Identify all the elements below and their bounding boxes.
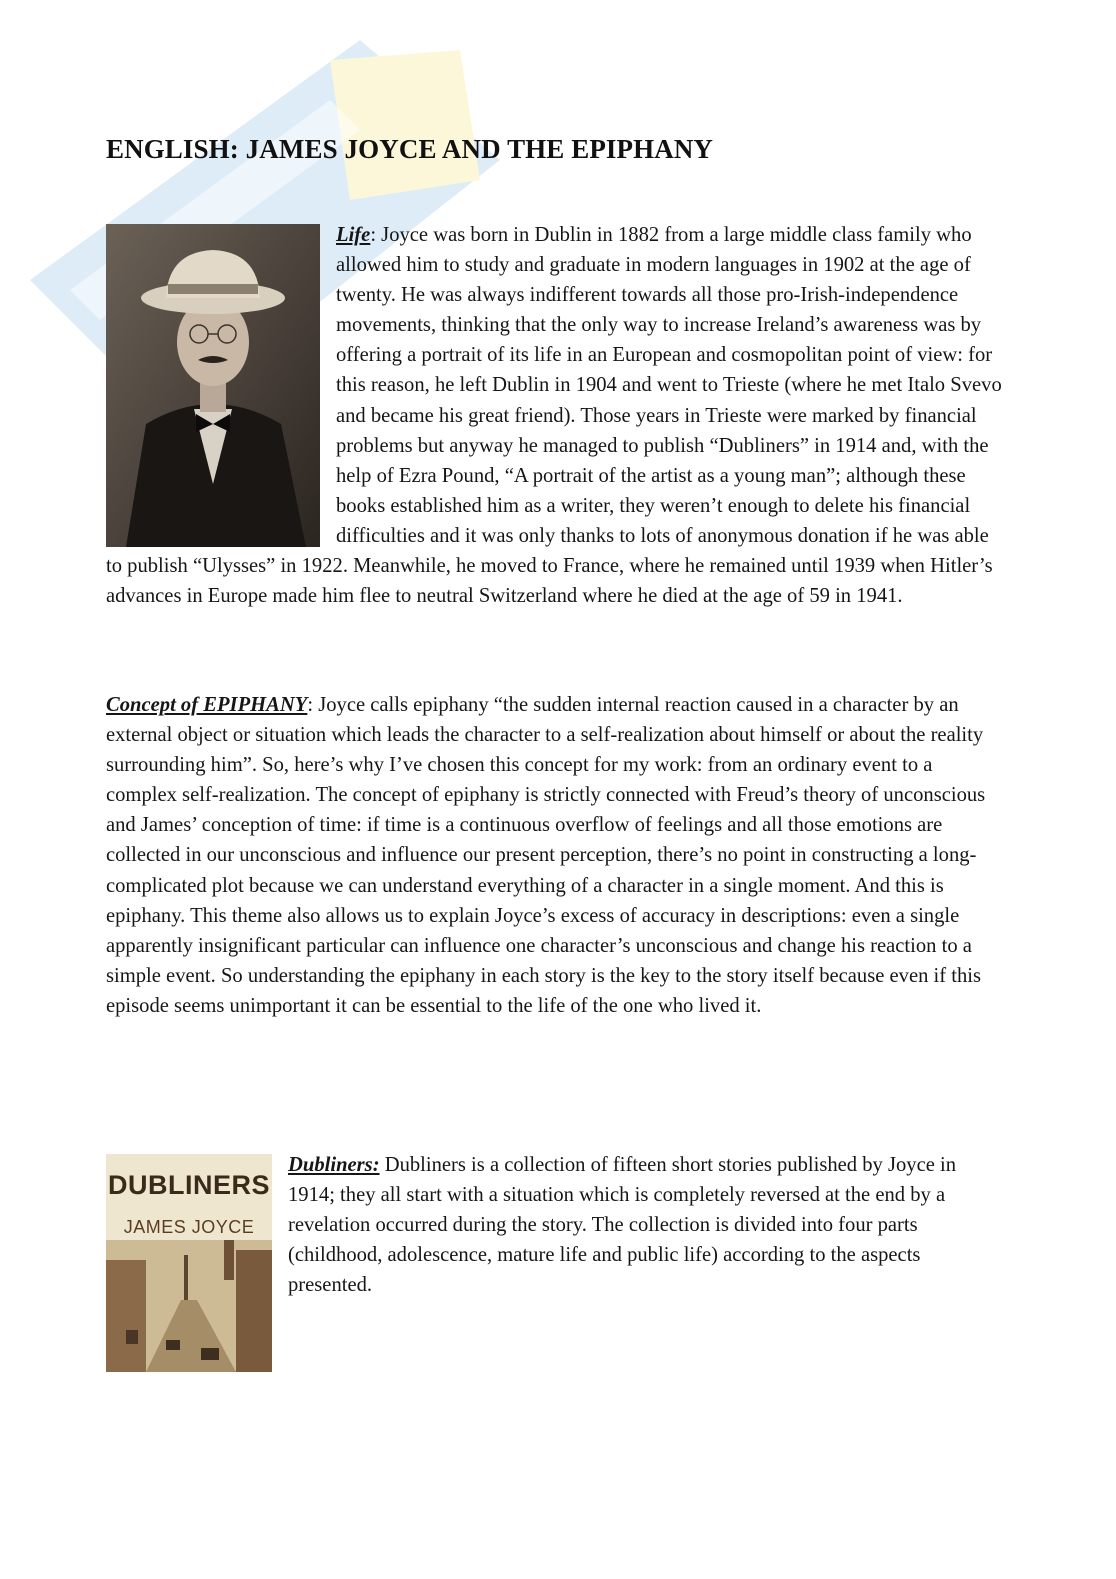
portrait-photo <box>106 224 320 547</box>
concept-text: : Joyce calls epiphany “the sudden internal reaction caused in a character by an external object or situation which leads the character to a self-realization about himself or about the reality surrounding him”. So, here’s why I’ve chosen this concept for my work: from an ordinary event to a complex self-realization. The concept of epiphany is strictly connected with Freud’s theory of unconscious and James’ conception of time: if time is a continuous overflow of feelings and all those emotions are collected in our unconscious and influence our present perception, there’s no point in constructing a long-complicated plot because we can understand everything of a character in a single moment. And this is epiphany. This theme also allows us to explain Joyce’s excess of accuracy in descriptions: even a single apparently insignificant particular can influence one character’s unconscious and change his reaction to a simple event. So understanding the epiphany in each story is the key to the story itself because even if this episode seems unimportant it can be essential to the life of the one who lived it. <box>106 694 986 1017</box>
life-heading: Life <box>336 224 371 246</box>
concept-heading: Concept of EPIPHANY <box>106 694 308 716</box>
dubliners-book-cover <box>106 1154 272 1372</box>
dubliners-paragraph <box>106 1150 1004 1382</box>
street-scene-illustration <box>106 1240 272 1372</box>
life-paragraph <box>106 220 1004 611</box>
dubliners-text: Dubliners is a collection of fifteen short stories published by Joyce in 1914; they all start with a situation which is completely reversed at the end by a revelation occurred during the story. The collection is divided into four parts (childhood, adolescence, mature life and public life) according to the aspects presented. <box>288 1154 957 1297</box>
life-text: : Joyce was born in Dublin in 1882 from a large middle class family who allowed him to study and graduate in modern languages in 1902 at the age of twenty. He was always indifferent towards all those pro-Irish-independence movements, thinking that the only way to increase Ireland’s awareness was by offering a portrait of its life in an European and cosmopolitan point of view: for this reason, he left Dublin in 1904 and went to Trieste (where he met Italo Svevo and became his great friend). Those years in Trieste were marked by financial problems but anyway he managed to publish “Dubliners” in 1914 and, with the help of Ezra Pound, “A portrait of the artist as a young man”; although these books established him as a writer, they weren’t enough to delete his financial difficulties and it was only thanks to lots of anonymous donation if he was able to publish “Ulysses” in 1922. Meanwhile, he moved to France, where he remained until 1939 when Hitler’s advances in Europe made him flee to neutral Switzerland where he died at the age of 59 in 1941. <box>106 224 1002 608</box>
dubliners-heading: Dubliners: <box>288 1154 380 1176</box>
cover-author: JAMES JOYCE <box>123 1217 255 1237</box>
cover-title: DUBLINERS <box>107 1170 270 1200</box>
page-title: ENGLISH: JAMES JOYCE AND THE EPIPHANY <box>106 134 714 164</box>
concept-paragraph <box>106 690 1004 1021</box>
